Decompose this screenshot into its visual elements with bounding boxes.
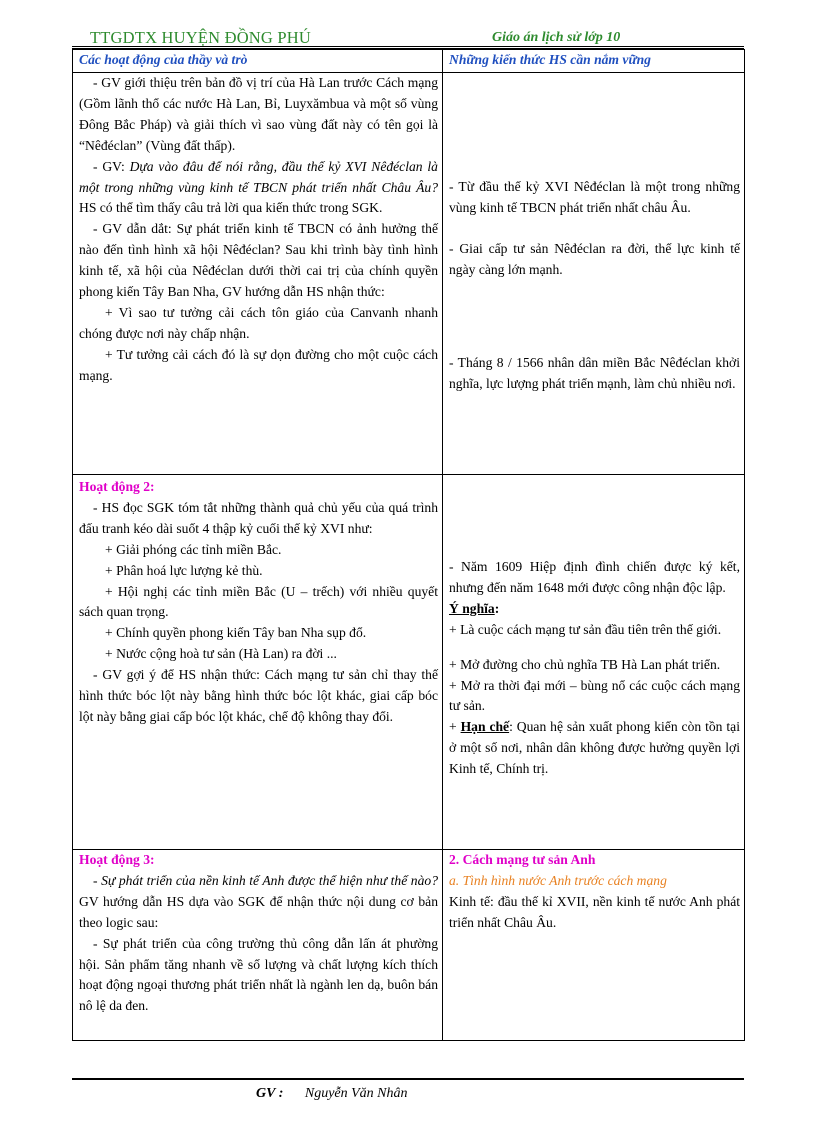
- paragraph: - GV: Dựa vào đâu để nói rằng, đầu thế kỷ XVI Nêđéclan là một trong những vùng kinh tế TBCN phát triển nhất Châu Âu? HS có thể tìm thấy câu trả lời qua kiến thức trong SGK.: [79, 158, 438, 216]
- paragraph: - Tháng 8 / 1566 nhân dân miền Bắc Nêđéclan khởi nghĩa, lực lượng phát triển mạnh, làm chủ nhiều nơi.: [449, 354, 740, 391]
- row1-activities: [73, 73, 443, 475]
- paragraph: - GV dẫn dắt: Sự phát triển kinh tế TBCN có ảnh hưởng thế nào đến tình hình xã hội Nêđéclan? Sau khi trình bày tình hình kinh tế, xã hội của Nêđéclan dưới thời cai trị của chính quyền phong kiến Tây Ban Nha, GV hướng dẫn HS nhận thức:: [79, 221, 438, 300]
- paragraph: + Chính quyền phong kiến Tây ban Nha sụp đổ.: [105, 625, 367, 641]
- paragraph: + Mở đường cho chủ nghĩa TB Hà Lan phát triển.: [449, 656, 721, 672]
- lesson-table: [72, 49, 745, 1041]
- row3-knowledge: [443, 850, 745, 1041]
- meaning-heading: Ý nghĩa:: [449, 600, 500, 616]
- footer-divider: [72, 1078, 744, 1080]
- paragraph: + Giải phóng các tỉnh miền Bắc.: [105, 541, 282, 557]
- teacher-label: GV :: [256, 1086, 284, 1101]
- paragraph: Kinh tế: đầu thế kỉ XVII, nền kinh tế nước Anh phát triển nhất Châu Âu.: [449, 893, 740, 930]
- paragraph: + Tư tưởng cải cách đó là sự dọn đường cho một cuộc cách mạng.: [79, 346, 438, 383]
- paragraph: + Mở ra thời đại mới – bùng nổ các cuộc cách mạng tư sản.: [449, 677, 740, 714]
- paragraph: - Từ đầu thế kỷ XVI Nêđéclan là một trong những vùng kinh tế TBCN phát triển nhất châu Âu.: [449, 179, 740, 215]
- activity-title: Hoạt động 2:: [79, 479, 155, 494]
- paragraph: + Phân hoá lực lượng kẻ thù.: [105, 562, 263, 578]
- row2-activities: [73, 475, 443, 850]
- paragraph: - Năm 1609 Hiệp định đình chiến được ký kết, nhưng đến năm 1648 mới được công nhận độc lập.: [449, 559, 740, 595]
- row1-knowledge: [443, 73, 745, 475]
- paragraph: + Hội nghị các tỉnh miền Bắc (U – trếch) với nhiều quyết sách quan trọng.: [79, 583, 438, 620]
- paragraph: - Sự phát triển của công trường thủ công dẫn lấn át phường hội. Sản phẩm tăng nhanh về số lượng và chất lượng kích thích hoạt động ngoại thương phát triển nhất là ngành len dạ, buôn bán nô lệ da đen.: [79, 935, 438, 1014]
- paragraph: - Giai cấp tư sản Nêđéclan ra đời, thế lực kinh tế ngày càng lớn mạnh.: [449, 240, 740, 277]
- table-row: [73, 475, 745, 850]
- table-header-row: [73, 50, 745, 73]
- paragraph: - Sự phát triển của nền kinh tế Anh được thể hiện như thế nào? GV hướng dẫn HS dựa vào SGK để nhận thức nội dung cơ bản theo logic sau:: [79, 872, 438, 930]
- paragraph: + Hạn chế: Quan hệ sản xuất phong kiến còn tồn tại ở một số nơi, nhân dân không được hưởng quyền lợi Kinh tế, Chính trị.: [449, 719, 740, 777]
- footer: [256, 1086, 408, 1102]
- table-row: [73, 73, 745, 475]
- paragraph: + Vì sao tư tưởng cải cách tôn giáo của Canvanh nhanh chóng được nơi này chấp nhận.: [79, 304, 438, 341]
- row2-knowledge: [443, 475, 745, 850]
- page-header: [72, 22, 744, 49]
- paragraph: + Là cuộc cách mạng tư sản đầu tiên trên thế giới.: [449, 621, 722, 637]
- row3-activities: [73, 850, 443, 1041]
- paragraph: - GV giới thiệu trên bản đồ vị trí của Hà Lan trước Cách mạng (Gồm lãnh thổ các nước Hà Lan, Bỉ, Luyxămbua và một số vùng Đông Bắc Pháp) và giải thích vì sao vùng đất này có tên gọi là “Nêđéclan” (Vùng đất thấp).: [79, 75, 438, 153]
- paragraph: - HS đọc SGK tóm tắt những thành quả chủ yếu của quá trình đấu tranh kéo dài suốt 4 thập kỷ cuối thế kỷ XVI như:: [79, 499, 438, 536]
- lesson-title: Giáo án lịch sử lớp 10: [492, 30, 621, 45]
- section-title: 2. Cách mạng tư sản Anh: [449, 852, 596, 867]
- paragraph: + Nước cộng hoà tư sản (Hà Lan) ra đời ...: [105, 646, 337, 662]
- paragraph: - GV gợi ý để HS nhận thức: Cách mạng tư sản chỉ thay thế hình thức bóc lột này bằng hình thức bóc lột khác, giai cấp bóc lột này bằng giai cấp bóc lột khác, chế độ không thay đổi.: [79, 667, 438, 724]
- table-row: [73, 850, 745, 1041]
- col-header-activities: Các hoạt động của thầy và trò: [73, 50, 443, 73]
- subsection-title: a. Tình hình nước Anh trước cách mạng: [449, 872, 667, 888]
- activity-title: Hoạt động 3:: [79, 852, 155, 867]
- col-header-knowledge: Những kiến thức HS cần nắm vững: [443, 50, 745, 73]
- center-name: TTGDTX HUYỆN ĐỒNG PHÚ: [90, 28, 311, 47]
- teacher-name: Nguyễn Văn Nhân: [304, 1086, 408, 1101]
